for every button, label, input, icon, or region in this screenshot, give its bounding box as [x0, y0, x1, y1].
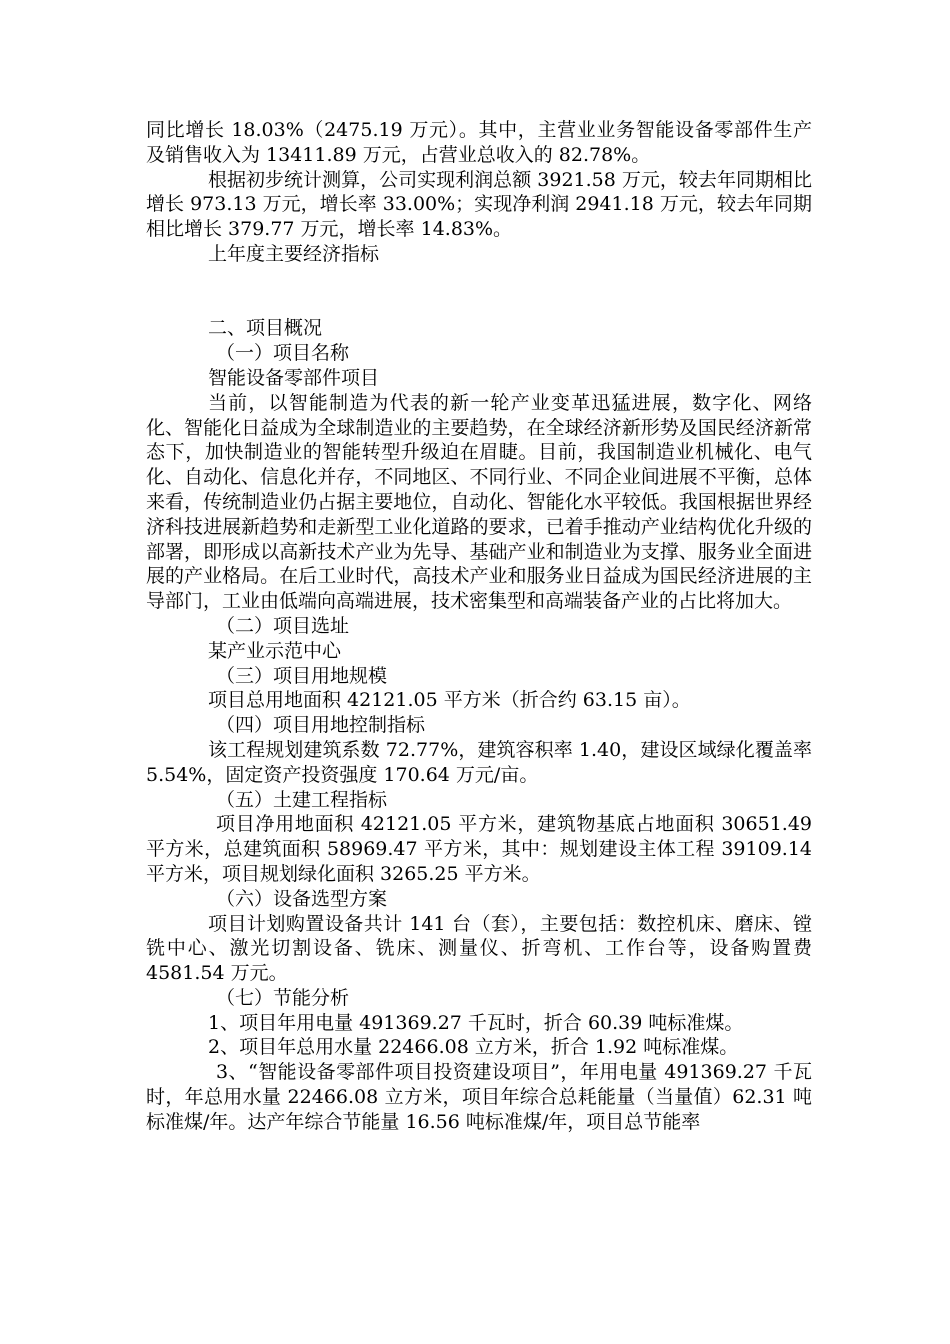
- paragraph-land-control: 该工程规划建筑系数 72.77%，建筑容积率 1.40，建设区域绿化覆盖率 5.54%，固定资产投资强度 170.64 万元/亩。: [146, 738, 812, 786]
- paragraph-revenue: 同比增长 18.03%（2475.19 万元）。其中，主营业业务智能设备零部件生产及销售收入为 13411.89 万元，占营业总收入的 82.78%。: [146, 119, 812, 166]
- subheading-energy: （七）节能分析: [216, 986, 350, 1009]
- document-page: [146, 118, 812, 1135]
- paragraph-indicators-caption: 上年度主要经济指标: [208, 242, 380, 265]
- paragraph-project-name: 智能设备零部件项目: [208, 366, 380, 389]
- paragraph-background: 当前，以智能制造为代表的新一轮产业变革迅猛进展，数字化、网络化、智能化日益成为全球制造业的主要趋势，在全球经济新形势及国民经济新常态下，加快制造业的智能转型升级迫在眉睫。目前，我国制造业机械化、电气化、自动化、信息化并存，不同地区、不同行业、不同企业间进展不平衡，总体来看，传统制造业仍占据主要地位，自动化、智能化水平较低。我国根据世界经济科技进展新趋势和走新型工业化道路的要求，已着手推动产业结构优化升级的部署，即形成以高新技术产业为先导、基础产业和制造业为支撑、服务业全面进展的产业格局。在后工业时代，高技术产业和服务业日益成为国民经济进展的主导部门，工业由低端向高端进展，技术密集型和高端装备产业的占比将加大。: [146, 391, 812, 613]
- subheading-project-name: （一）项目名称: [216, 342, 350, 365]
- blank-space: [146, 267, 812, 317]
- subheading-project-site: （二）项目选址: [216, 614, 350, 637]
- paragraph-civil-engineering: 项目净用地面积 42121.05 平方米，建筑物基底占地面积 30651.49 平方米，总建筑面积 58969.47 平方米，其中：规划建设主体工程 39109.14 平方米，项目规划绿化面积 3265.25 平方米。: [146, 813, 812, 885]
- paragraph-project-site: 某产业示范中心: [208, 639, 342, 662]
- paragraph-energy-summary: 3、“智能设备零部件项目投资建设项目”，年用电量 491369.27 千瓦时，年总用水量 22466.08 立方米，项目年综合总耗能量（当量值）62.31 吨标准煤/年。达产年综合节能量 16.56 吨标准煤/年，项目总节能率: [146, 1061, 812, 1133]
- paragraph-equipment: 项目计划购置设备共计 141 台（套），主要包括：数控机床、磨床、镗铣中心、激光切割设备、铣床、测量仪、折弯机、工作台等，设备购置费 4581.54 万元。: [146, 912, 812, 985]
- subheading-equipment: （六）设备选型方案: [216, 887, 388, 910]
- paragraph-land-scale: 项目总用地面积 42121.05 平方米（折合约 63.15 亩）。: [208, 689, 691, 712]
- paragraph-energy-electricity: 1、项目年用电量 491369.27 千瓦时，折合 60.39 吨标准煤。: [208, 1011, 744, 1034]
- section-heading-overview: 二、项目概况: [208, 317, 323, 340]
- subheading-land-scale: （三）项目用地规模: [216, 664, 388, 687]
- paragraph-energy-water: 2、项目年总用水量 22466.08 立方米，折合 1.92 吨标准煤。: [208, 1036, 739, 1059]
- paragraph-profit: 根据初步统计测算，公司实现利润总额 3921.58 万元，较去年同期相比增长 973.13 万元，增长率 33.00%；实现净利润 2941.18 万元，较去年同期相比增长 379.77 万元，增长率 14.83%。: [146, 168, 812, 241]
- subheading-land-control: （四）项目用地控制指标: [216, 714, 426, 737]
- subheading-civil-engineering: （五）土建工程指标: [216, 788, 388, 811]
